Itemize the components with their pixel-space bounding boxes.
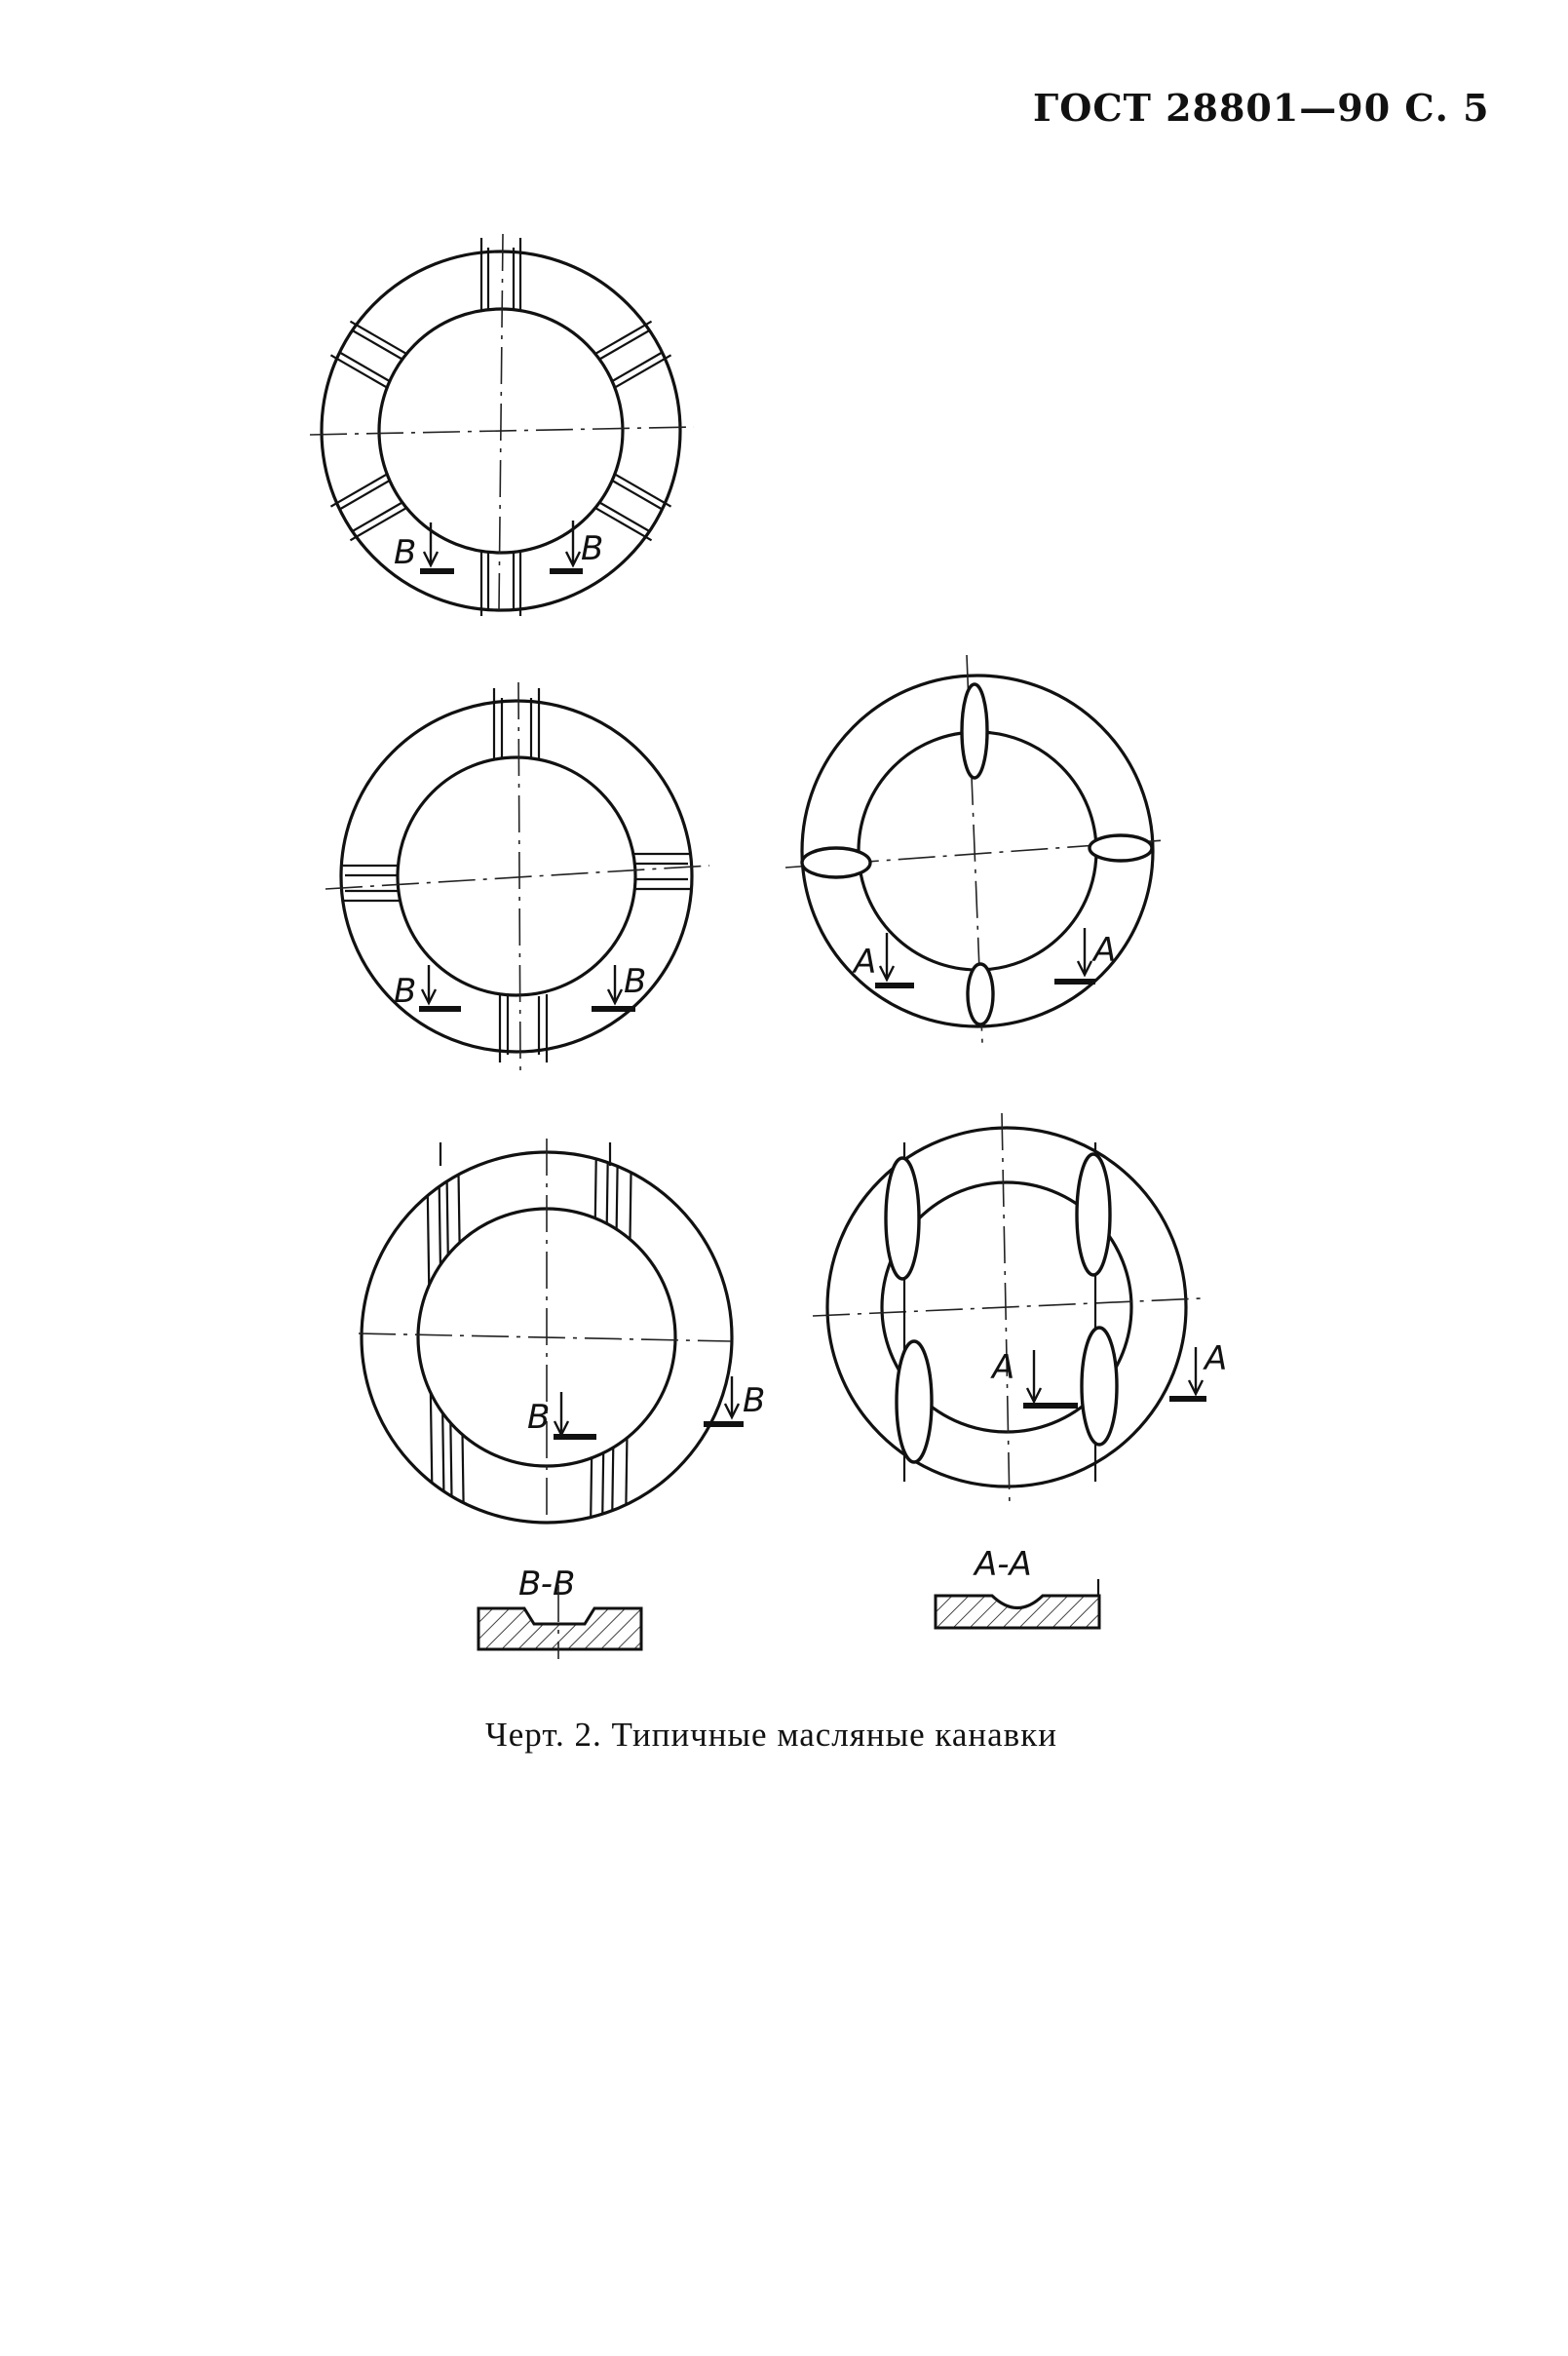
section-mark-right (1054, 928, 1116, 982)
centerline-horizontal (310, 427, 694, 435)
section-mark-left (394, 522, 454, 572)
lens-groove (897, 1341, 932, 1462)
centerline-vertical (1002, 1113, 1010, 1507)
section-title: B-B (518, 1564, 576, 1603)
section-letter: A (854, 943, 877, 982)
section-letter: A (1205, 1339, 1228, 1378)
section-letter: B (527, 1398, 551, 1437)
figure-ring-six-grooves (310, 234, 694, 616)
figure-caption: Черт. 2. Типичные масляные канавки (485, 1716, 1057, 1754)
lens-groove (1082, 1328, 1117, 1445)
section-profile (936, 1596, 1099, 1628)
section-profile (478, 1608, 641, 1649)
figure-ring-four-lens-grooves (785, 655, 1166, 1043)
page-header: ГОСТ 28801—90 С. 5 (1033, 86, 1490, 130)
figure-ring-four-grooves (325, 682, 709, 1072)
section-mark-inner (990, 1348, 1078, 1406)
lens-groove (886, 1158, 919, 1279)
figure-ring-parallel-grooves (359, 1139, 765, 1530)
lens-groove (968, 964, 993, 1024)
centerline-horizontal (813, 1298, 1201, 1316)
section-letter: B (624, 962, 647, 1001)
section-mark-left (394, 965, 461, 1011)
section-letter: A (992, 1348, 1015, 1387)
lens-groove (802, 848, 870, 877)
section-letter: B (743, 1381, 766, 1420)
section-letter: B (394, 533, 417, 572)
lens-groove (962, 684, 987, 778)
lens-groove (1090, 835, 1152, 861)
section-view-bb (478, 1564, 641, 1659)
inner-circle (398, 757, 635, 995)
section-title: A-A (975, 1545, 1032, 1584)
through-groove (427, 1140, 631, 1530)
figure-ring-slanted-lens-grooves (813, 1113, 1227, 1507)
section-letter: B (394, 972, 417, 1011)
lens-groove (1077, 1154, 1110, 1275)
centerline-vertical (518, 682, 520, 1072)
section-mark-left (852, 933, 914, 985)
section-mark-outer (1169, 1339, 1227, 1399)
section-mark-inner (527, 1392, 596, 1437)
section-letter: B (581, 529, 604, 568)
section-letter: A (1093, 931, 1117, 970)
centerline-horizontal (325, 866, 709, 889)
section-view-aa (936, 1545, 1099, 1628)
